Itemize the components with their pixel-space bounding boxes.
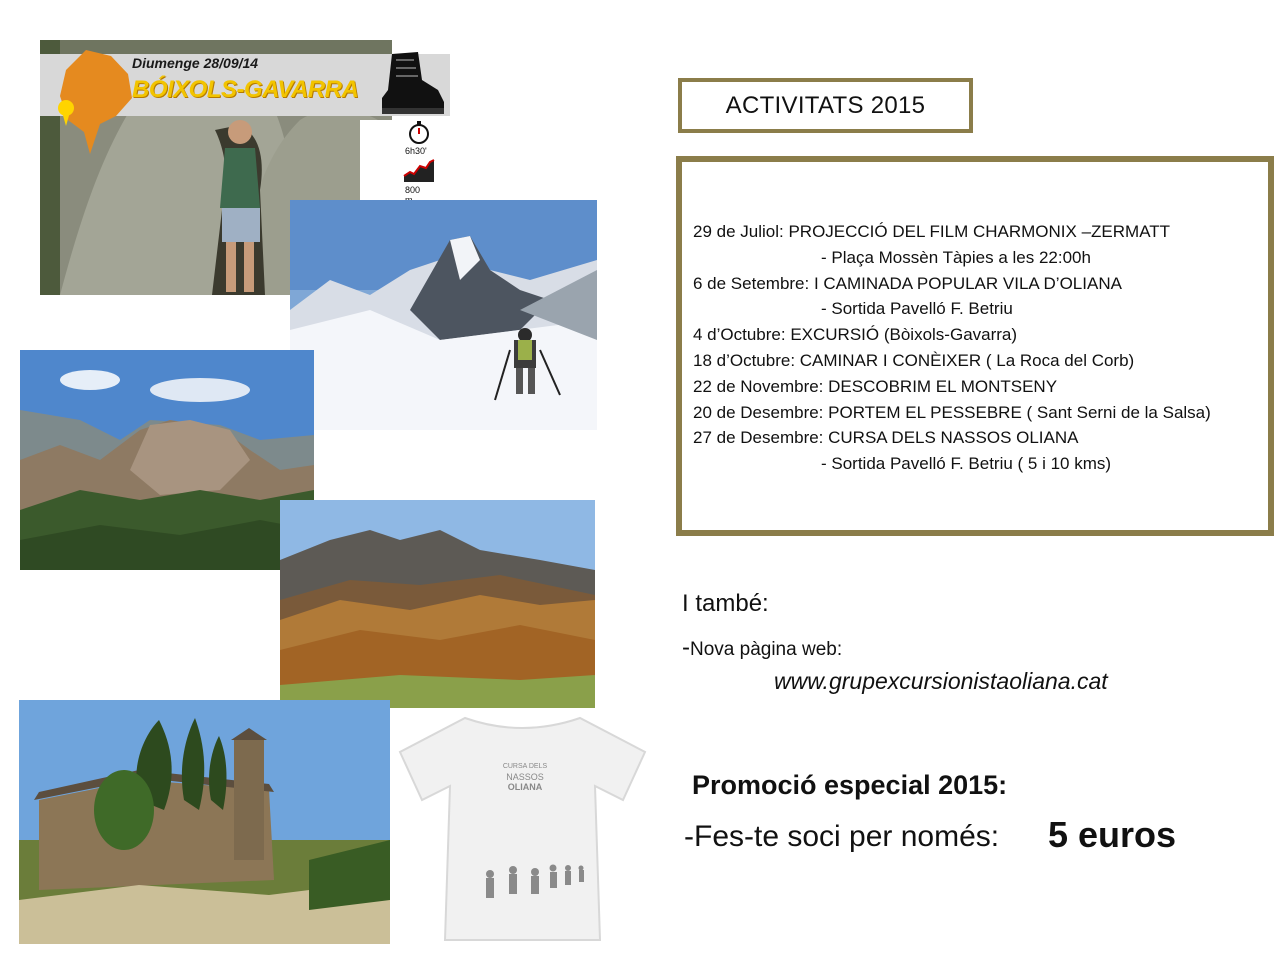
web-label (682, 634, 842, 662)
website-url[interactable]: www.grupexcursionistaoliana.cat (774, 668, 1108, 694)
poster-date: Diumenge 28/09/14 (132, 55, 259, 71)
activity-line: - Sortida Pavelló F. Betriu (821, 299, 1013, 319)
region-map-icon (56, 46, 136, 158)
hiking-boot-icon (378, 50, 448, 116)
rocky-ridge-photo (20, 350, 314, 570)
poster-title: BÓIXOLS-GAVARRA (132, 76, 359, 103)
tshirt-image (395, 712, 650, 942)
activity-line: 18 d’Octubre: CAMINAR I CONÈIXER ( La Roca del Corb) (693, 350, 1135, 370)
activity-line: 6 de Setembre: I CAMINADA POPULAR VILA D’OLIANA (693, 273, 1122, 293)
tshirt-print-line2: NASSOS (506, 772, 544, 782)
tshirt-icon (395, 712, 650, 942)
promo-text: -Fes-te soci per només: (684, 820, 1000, 853)
autumn-forest-photo (280, 500, 595, 708)
promo-price: 5 euros (1048, 814, 1177, 855)
snow-mountain-photo (290, 200, 597, 430)
activities-title-box (678, 78, 973, 133)
tshirt-print-line3: OLIANA (507, 782, 543, 792)
activity-line: 29 de Juliol: PROJECCIÓ DEL FILM CHARMONIX –ZERMATT (693, 222, 1171, 241)
web-label-text: Nova pàgina web: (690, 639, 843, 660)
activity-line: 4 d’Octubre: EXCURSIÓ (Bòixols-Gavarra) (693, 325, 1018, 345)
activity-line: 20 de Desembre: PORTEM EL PESSEBRE ( Sant Serni de la Salsa) (693, 402, 1211, 422)
stopwatch-icon (408, 120, 430, 144)
activities-title: ACTIVITATS 2015 (725, 91, 926, 119)
poster-duration: 6h30' (405, 146, 427, 156)
elevation-icon (404, 158, 434, 182)
hermitage-photo (19, 700, 390, 944)
tshirt-print-line1: CURSA DELS (502, 763, 548, 770)
activity-line: 22 de Novembre: DESCOBRIM EL MONTSENY (693, 376, 1058, 396)
activities-list (676, 156, 1274, 536)
activity-line: 27 de Desembre: CURSA DELS NASSOS OLIANA (693, 428, 1079, 448)
activity-line: - Sortida Pavelló F. Betriu ( 5 i 10 kms) (821, 454, 1112, 474)
also-title: I també: (682, 590, 769, 617)
tshirt-print (498, 762, 552, 792)
promo-title: Promoció especial 2015: (692, 770, 1008, 800)
web-dash: - (682, 634, 690, 661)
activity-line: - Plaça Mossèn Tàpies a les 22:00h (821, 247, 1091, 267)
poster-elevation: 800 (405, 185, 421, 195)
